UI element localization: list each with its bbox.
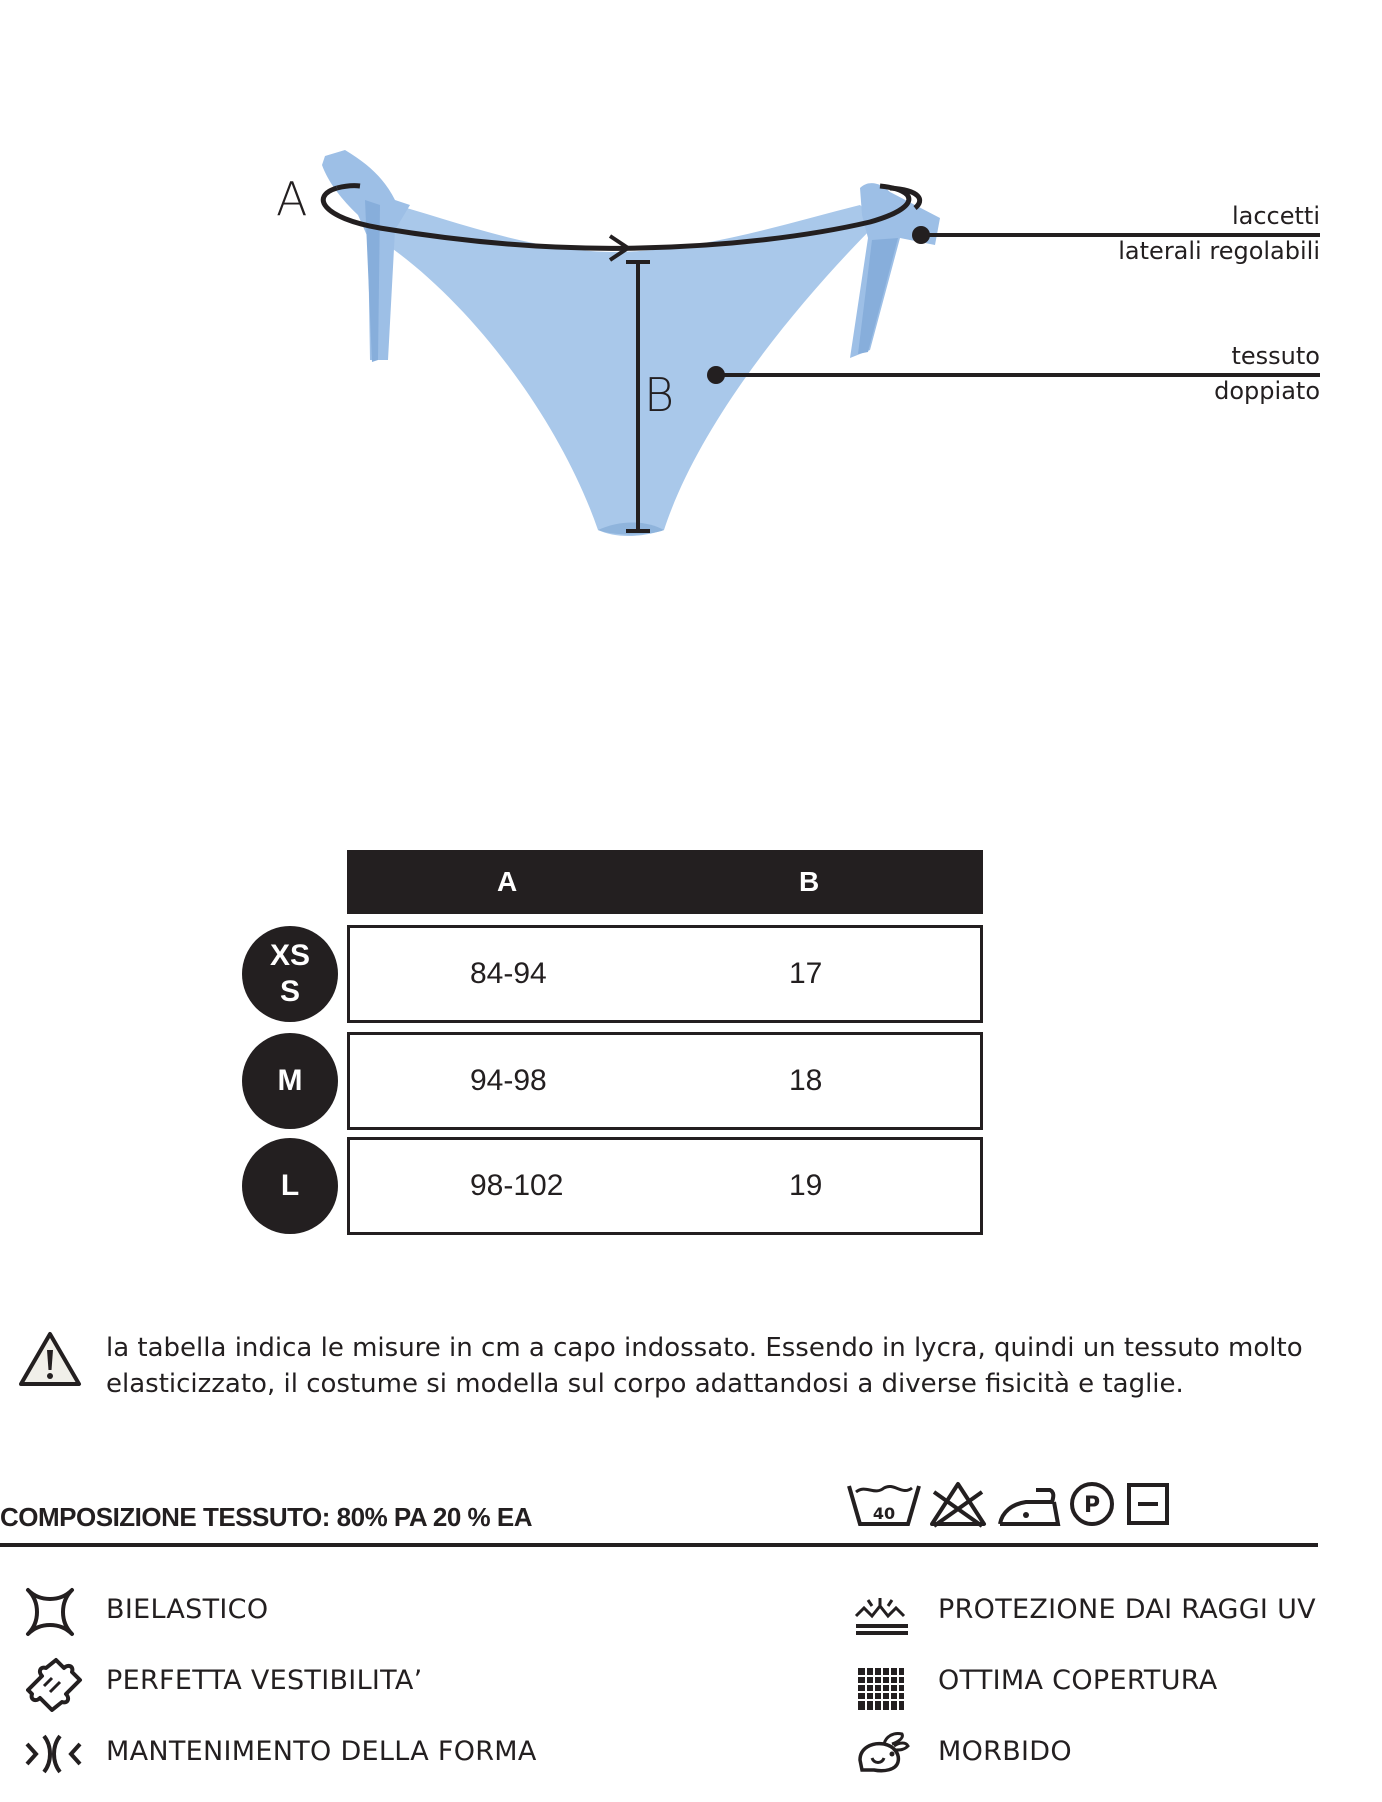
dry-clean-p-icon (1068, 1480, 1116, 1528)
size-label: XS (269, 939, 311, 972)
table-row (347, 1137, 983, 1235)
no-bleach-icon (928, 1480, 988, 1528)
uv-protection-icon (854, 1596, 910, 1636)
fabric-composition: COMPOSIZIONE TESSUTO: 80% PA 20 % EA (0, 1502, 532, 1532)
size-badge-xs-s (242, 926, 338, 1022)
cell-b: 17 (789, 957, 823, 990)
feature-label: BIELASTICO (106, 1594, 269, 1625)
header-b: B (799, 866, 820, 897)
size-label: M (277, 1064, 303, 1097)
fabric-callout (1214, 339, 1320, 409)
bikini-bottom-illustration (0, 0, 1382, 640)
table-row (347, 1032, 983, 1130)
size-label: L (280, 1169, 300, 1202)
wash-temp: 40 (872, 1504, 896, 1523)
feature-label: PROTEZIONE DAI RAGGI UV (938, 1594, 1316, 1625)
fabric-callout-line2: doppiato (1214, 377, 1320, 405)
size-table-header (347, 850, 983, 914)
left-tie (322, 150, 410, 360)
composition-divider (0, 1543, 1318, 1547)
size-label: S (279, 975, 300, 1008)
iron-low-icon (996, 1482, 1062, 1528)
size-badge-m (242, 1033, 338, 1129)
laces-callout (1118, 199, 1320, 269)
cell-a: 98-102 (470, 1169, 564, 1202)
size-badge-l (242, 1138, 338, 1234)
soft-rabbit-icon (854, 1730, 910, 1776)
coverage-grid-icon (856, 1666, 906, 1712)
feature-label: MANTENIMENTO DELLA FORMA (106, 1736, 537, 1767)
puzzle-fit-icon (26, 1656, 84, 1712)
feature-label: PERFETTA VESTIBILITA’ (106, 1665, 423, 1696)
dry-flat-icon (1126, 1482, 1170, 1526)
wash-40-icon (846, 1480, 922, 1528)
shape-retention-icon (24, 1732, 84, 1776)
laces-callout-line2: laterali regolabili (1118, 237, 1320, 265)
garment-diagram (0, 0, 1382, 640)
measure-b-label: B (644, 368, 675, 422)
note-line2: elasticizzato, il costume si modella sul corpo adattandosi a diverse fisicità e taglie. (106, 1369, 1184, 1399)
note-line1: la tabella indica le misure in cm a capo indossato. Essendo in lycra, quindi un tessuto molto (106, 1333, 1303, 1363)
dry-clean-letter: P (1083, 1493, 1101, 1518)
laces-callout-line1: laccetti (1231, 202, 1320, 230)
stretch-icon (24, 1586, 76, 1638)
fabric-callout-line1: tessuto (1231, 342, 1320, 370)
measurement-note (106, 1330, 1356, 1402)
measure-a-label: A (276, 172, 308, 226)
cell-a: 84-94 (470, 957, 547, 990)
feature-label: MORBIDO (938, 1736, 1072, 1767)
table-row (347, 925, 983, 1023)
header-a: A (497, 866, 518, 897)
cell-a: 94-98 (470, 1064, 547, 1097)
warning-icon (18, 1330, 82, 1388)
cell-b: 18 (789, 1064, 823, 1097)
cell-b: 19 (789, 1169, 823, 1202)
feature-label: OTTIMA COPERTURA (938, 1665, 1218, 1696)
